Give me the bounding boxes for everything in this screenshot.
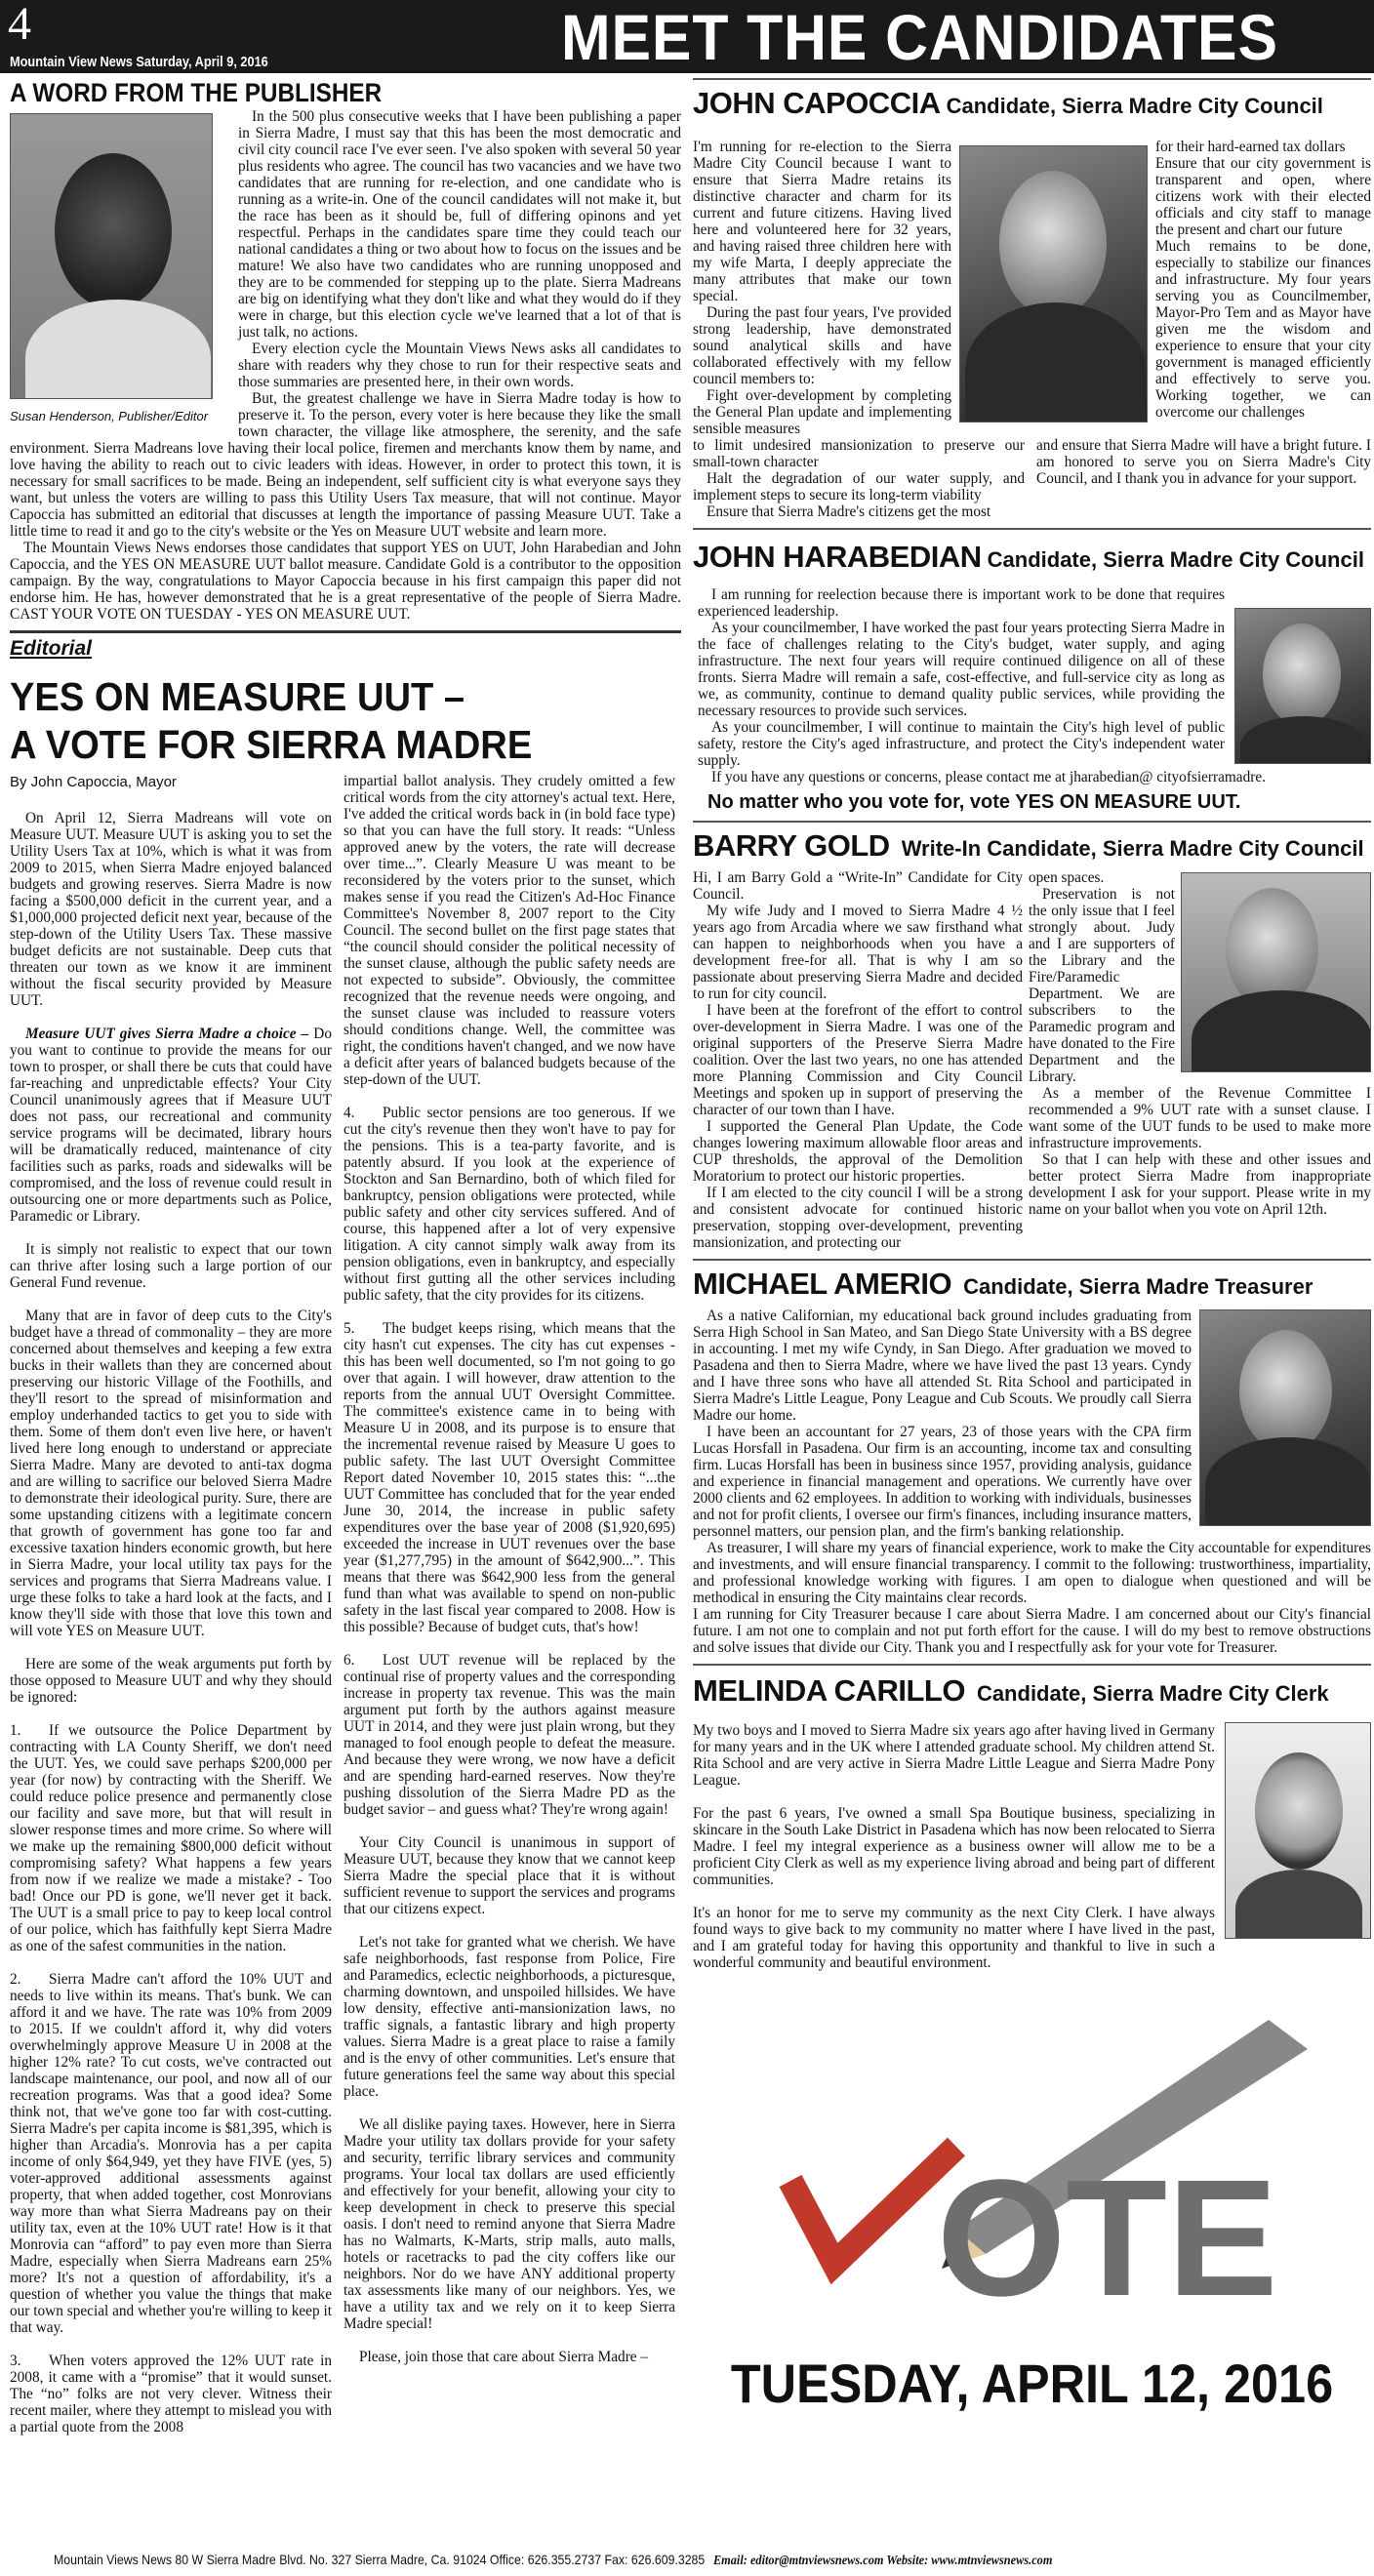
gold-photo (1181, 872, 1371, 1072)
candidate-heading-gold (693, 828, 1371, 867)
paragraph-text: If I am elected to the city council I will be a strong and consistent advocate for continued historic preservation, stopping over-development, preventing mansionization, and protecting our (693, 1185, 1023, 1251)
paragraph-text: Halt the degradation of our water supply, and implement steps to secure its long-term viability (693, 470, 1025, 503)
measure-uut-slogan: No matter who you vote for, vote YES ON MEASURE UUT. (707, 791, 1241, 813)
editorial-column-1-wrap (10, 773, 332, 2435)
right-column (693, 78, 1371, 2537)
paragraph-text: On April 12, Sierra Madreans will vote on Measure UUT. Measure UUT is asking you to set the Utility Users Tax at 10%, which is what it was from 2009 to 2015, when Sierra Madre enjoyed balanced budgets and growing reserves. Sierra Madre is now facing a $500,000 deficit in the current year, and a $1,000,000 projected deficit next year, because of the step-down of the Utility Users Tax. These massive budget deficits are not sustainable. Deep cuts that threaten our town as we know it are imminent without the fiscal security provided by Measure UUT. (10, 810, 332, 1009)
check-mark-icon (790, 2147, 956, 2264)
left-column (10, 77, 681, 2537)
paragraph (693, 869, 1023, 903)
list-number: 1. (10, 1722, 21, 1739)
paragraph-text: The budget keeps rising, which means that the city hasn't cut expenses. The city has cut expenses - this has been well documented, so I'm not going to go over that again. I will however, draw attention to the reports from the annual UUT Oversight Committee. The committee's existence came in to being with Measure U in 2008, and its purpose is to ensure that the incremental revenue raised by Measure U goes to public safety. The last UUT Oversight Committee Report dated November 10, 2015 states this: “...the UUT Committee has concluded that for the year ended June 30, 2014, the increase in public safety expenditures over the base year of 2008 ($1,920,695) exceeded the increase in UUT revenues over the base year ($1,277,795) in the amount of $642,900...”. This means that there was $642,900 less from the general fund than what was available to spend on non-public safety in the last fiscal year compared to 2008. How is this possible? Because of budget cuts, that's how! (344, 1320, 675, 1635)
paragraph (693, 304, 951, 387)
paragraph-text: Preservation is not the only issue that I feel strongly about. Judy and I are supporters of the Library and the Fire/Paramedic Department. We are subscribers to the Paramedic program and have donated to the Fire Department and the Library. (1029, 886, 1175, 1085)
paragraph-text: My wife Judy and I moved to Sierra Madre 4 ½ years ago from Arcadia where we saw firsthand what can happen to neighborhoods when you have a development free-for all. That is why I am so passionate about preserving Sierra Madre and decided to run for city council. (693, 903, 1023, 1002)
footer (54, 2551, 1204, 2569)
paragraph-text: impartial ballot analysis. They crudely omitted a few critical words from the city attorney's actual text. Here, I've added the critical words back in (in bold face type) so that you can have the full story. It reads: “Unless approved anew by the voters, the rate will decrease over time...”. Clearly Measure U was meant to be reconsidered by the voters prior to the sunset, which makes sense if you read the Citizen's Ad-Hoc Finance Committee's November 8, 2007 report to the City Council. The second bullet on the first page states that “the council should consider the political necessity of the sunset clause, although the public safety needs are not expected to subside”. Obviously, the committee recognized that the revenue needs were ongoing, and the sunset clause was included to reassure voters should conditions change. Well, the committee was right, the conditions haven't changed, and we now have a deficit after years of balanced budgets because of the step-down of the UUT. (344, 773, 675, 1088)
paragraph-text: My two boys and I moved to Sierra Madre six years ago after having lived in Germany for many years and in the UK where I attended graduate school. My children attend St. Rita School and are very active in Sierra Madre Little League and Sierra Madre Pony League. (693, 1722, 1215, 1789)
candidate-name: MICHAEL AMERIO (693, 1267, 952, 1301)
harabedian-body (693, 586, 1371, 785)
gold-body (693, 869, 1371, 1251)
carillo-body (693, 1722, 1371, 1971)
paragraph (1029, 1085, 1371, 1151)
divider (10, 630, 681, 633)
publisher-title: A WORD FROM THE PUBLISHER (10, 78, 383, 107)
publisher-section (10, 77, 681, 623)
capoccia-text-left (693, 139, 951, 437)
vote-graphic (722, 2010, 1347, 2313)
paragraph (1029, 1151, 1371, 1218)
divider (693, 1664, 1371, 1666)
paragraph-text: I am running for City Treasurer because I care about Sierra Madre. I am concerned about our City's financial future. I am not one to complain and not put forth effort for the cause. I will do my best to remove obstructions and solve issues that divide our City. Thank you and I respectfully ask for your vote for Treasurer. (693, 1606, 1371, 1656)
paragraph (1155, 155, 1371, 238)
divider (693, 78, 1371, 80)
editorial-column-1 (10, 810, 332, 2435)
paragraph (693, 1540, 1371, 1606)
editorial-label: Editorial (10, 637, 93, 660)
paragraph (344, 2116, 675, 2332)
publisher-photo-caption: Susan Henderson, Publisher/Editor (10, 409, 209, 423)
paragraph-text: I have been an accountant for 27 years, 23 of those years with the CPA firm Lucas Horsfall in Pasadena. Our firm is an accounting, income tax and consulting firm. Lucas Horsfall has been in business since 1957, providing analysis, guidance and experience in financial management and operations. We currently have over 2000 clients and 62 employees. In addition to working with individuals, businesses and not for profit clients, I oversee our firm's finances, including insurance matters, personnel matters, our pension plan, and the firm's banking relationship. (693, 1424, 1192, 1540)
paragraph: But, the greatest challenge we have in Sierra Madre today is how to preserve it. To the person, every voter is here because they like the small town character, the village like atmosphere, the serenity, and the safe environment. Sierra Madreans love having their local police, firemen and merchants know them by name, and love having the ability to reach out to civic leaders with ideas. However, in order to protect this town, it is necessary for small sacrifices to be made. Being an independent, self sufficient city is what everyone says they want, but unless the voters are willing to pass this Utility Users Tax measure, that will not continue. Mayor Capoccia has submitted an editorial that discusses at length the importance of passing Measure UUT. Take a little time to read it and go to the city's website or the Yes on Measure UUT website and learn more. (10, 390, 681, 540)
candidate-role: Candidate, Sierra Madre Treasurer (963, 1274, 1313, 1299)
paragraph (10, 1971, 332, 2336)
paragraph: In the 500 plus consecutive weeks that I have been publishing a paper in Sierra Madre, I must say that this has been the most democratic and civil city council race I've ever seen. I've also spoken with several 50 year plus residents who agree. The council has two vacancies and we have two candidates that are running for re-election, and one candidate who is running as a write-in. One of the council candidates will not make it, but the race has been as it should be, full of differing opinons and yet respectful. Perhaps in the candidates spare time they could teach our national candidates a thing or two about how to focus on the issues and be mature! We also have two candidates who are running unopposed and they are to be commended for stepping up to the plate. Sierra Madreans are big on identifying what they don't like and what they would do if they were in charge, but this election cycle we've learned that a lot of that is just talk, no actions. (238, 108, 681, 341)
paragraph-text: Hi, I am Barry Gold a “Write-In” Candidate for City Council. (693, 869, 1023, 903)
paragraph-text: It is simply not realistic to expect that our town can thrive after losing such a large portion of our General Fund revenue. (10, 1241, 332, 1291)
paragraph-text: Do you want to continue to provide the means for our town to prosper, or shall there be cuts that could have far-reaching and unpredictable effects? Your City Council unanimously agrees that if Measure UUT does not pass, our recreational and community service programs will be decimated, library hours will be dramatically reduced, maintenance of city facilities such as parks, roads and sidewalks will be compromised, and the loss of revenue could result in outsourcing one or more departments such as Police, Paramedic or Library. (10, 1026, 332, 1225)
paragraph-text: and ensure that Sierra Madre will have a bright future. I am honored to serve you on Sierra Madre's City Council, and I thank you in advance for your support. (1036, 437, 1371, 487)
paragraph-text: Much remains to be done, especially to stabilize our finances and infrastructure. My four years serving you as Councilmember, Mayor-Pro Tem and as Mayor have given me the wisdom and experience to ensure that your city government is managed efficiently and effectively to serve you. Working together, we can overcome our challenges (1155, 238, 1371, 421)
list-number: 2. (10, 1971, 21, 1988)
list-number: 3. (10, 2353, 21, 2369)
publisher-photo (10, 113, 213, 399)
paragraph-text: Please, join those that care about Sierra Madre – (359, 2349, 649, 2365)
paragraph: Every election cycle the Mountain Views News asks all candidates to share with readers why they chose to run for their respective seats and those summaries are presented here, in their own words. (238, 341, 681, 390)
paragraph (10, 1722, 332, 1954)
list-number: 4. (344, 1105, 355, 1121)
candidate-role: Candidate, Sierra Madre City Clerk (976, 1681, 1329, 1706)
headline-line-1: YES ON MEASURE UUT – (10, 674, 465, 719)
candidate-name: BARRY GOLD (693, 828, 890, 863)
paragraph (10, 810, 332, 1009)
paragraph-text: Ensure that our city government is transparent and open, where citizens work with their elected officials and city staff to manage the present and chart our future (1155, 155, 1371, 238)
paragraph-text: During the past four years, I've provided strong leadership, have demonstrated sound analytical skills and have collaborated effectively with my fellow council members to: (693, 304, 951, 387)
paragraph (693, 503, 1025, 520)
capoccia-bottom (693, 437, 1371, 520)
paragraph (344, 2349, 675, 2365)
paragraph-text: As your councilmember, I have worked the past four years protecting Sierra Madre in the face of challenges relating to the City's budget, water supply, and aging infrastructure. The next four years will require continued diligence on all of these fronts. Sierra Madre will remain a safe, cost-effective, and full-service city as long as we, as community, continue to demand quality public services, while providing the necessary resources to provide such services. (698, 620, 1225, 719)
footer-contact: Email: editor@mtnviewsnews.com Website: www.mtnviewsnews.com (712, 2554, 1053, 2568)
capoccia-top (693, 139, 1371, 437)
paragraph (693, 1002, 1023, 1118)
candidate-role: Candidate, Sierra Madre City Council (946, 94, 1323, 118)
paragraph (693, 139, 951, 304)
divider (693, 1259, 1371, 1261)
headline-line-2: A VOTE FOR SIERRA MADRE (10, 722, 533, 767)
paragraph-text: I am running for reelection because there is important work to be done that requires experienced leadership. (698, 586, 1225, 620)
masthead (0, 0, 1374, 73)
candidate-name: JOHN CAPOCCIA (693, 86, 941, 120)
paragraph (693, 437, 1025, 470)
list-number: 6. (344, 1652, 355, 1669)
paragraph (10, 1656, 332, 1706)
carillo-photo (1225, 1722, 1371, 1939)
candidate-heading-amerio (693, 1267, 1371, 1306)
paragraph-text: As your councilmember, I will continue to maintain the City's high level of public safety, restore the City's aged infrastructure, and protect the City's independent water supply. (698, 719, 1225, 769)
paragraph (344, 1652, 675, 1818)
candidate-heading-harabedian (693, 540, 1371, 579)
paragraph-text: Ensure that Sierra Madre's citizens get the most (707, 503, 991, 520)
paragraph-text: As a native Californian, my educational back ground includes graduating from Serra High School in San Mateo, and San Diego State University with a BS degree in accounting. I met my wife Cyndy, in San Diego. After graduation we moved to Pasadena and then to Sierra Madre, where we have lived the past 13 years. Cyndy and I have three sons who have all attended St. Rita School and participated in Sierra Madre's Little League, Pony League and Cub Scouts. We proudly call Sierra Madre our home. (693, 1308, 1192, 1424)
paragraph (698, 769, 1371, 785)
paragraph-text: Here are some of the weak arguments put forth by those opposed to Measure UUT and why they should be ignored: (10, 1656, 332, 1706)
paragraph-text: As a member of the Revenue Committee I recommended a 9% UUT rate with a sunset clause. I want some of the UUT funds to be used to make more infrastructure improvements. (1029, 1085, 1371, 1151)
paragraph (10, 1241, 332, 1291)
lead-in: Measure UUT gives Sierra Madre a choice – (25, 1026, 314, 1042)
capoccia-text-bottom-right (1036, 437, 1371, 520)
election-date: TUESDAY, APRIL 12, 2016 (730, 2353, 1334, 2414)
editorial-columns (10, 773, 681, 2435)
paragraph (10, 2353, 332, 2435)
paragraph-text: Your City Council is unanimous in support of Measure UUT, because they know that we cannot keep Sierra Madre the special place that it is without sufficient revenue to support the services and programs that our citizens expect. (344, 1834, 675, 1917)
publisher-photo-box (10, 113, 226, 435)
paragraph (344, 1105, 675, 1304)
paragraph-text: Fight over-development by completing the General Plan update and implementing sensible measures (693, 387, 951, 437)
gold-text-left (693, 869, 1023, 1251)
paragraph (693, 1185, 1023, 1251)
paragraph (693, 1118, 1023, 1185)
paragraph-text: Many that are in favor of deep cuts to the City's budget have a thread of commonality – they are more concerned about themselves and keeping a few extra bucks in their wallets than they are concerned about preserving our historic Village of the Foothills, and they'll resort to the spread of misinformation and employ underhanded tactics to get you to side with them. Some of them don't even live here, or haven't lived here long enough to understand or appreciate Sierra Madre. Many are devoted to anti-tax dogma and are willing to sacrifice our beloved Sierra Madre to demonstrate their ideological purity. Sure, there are some upstanding citizens with a legitimate concern that growth of government has gone too far and excessive taxation hinders economic growth, but here in Sierra Madre, your local utility tax pays for the services and programs that Sierra Madreans value. I urge these folks to take a hard look at the facts, and I know they'll side with those that love this town and will vote YES on Measure UUT. (10, 1308, 332, 1639)
list-number: 5. (344, 1320, 355, 1337)
paragraph-text: If we outsource the Police Department by contracting with LA County Sheriff, we don't need the UUT. Yes, we could save perhaps $200,000 per year (for now) by contracting with the Sheriff. We could reduce police presence and permanently close our facility and save more, but that will result in slower response times and more crime. So where will we make up the remaining $800,000 deficit without compromising safety? What happens a few years from now if we realize we made a mistake? - Too bad! Once our PD is gone, we'll never get it back. The UUT is a small price to pay to keep local control of our police, which has faithfully kept Sierra Madre as one of the safest communities in the nation. (10, 1722, 332, 1954)
section-banner: MEET THE CANDIDATES (561, 1, 1278, 73)
paragraph (344, 773, 675, 1088)
candidate-heading-capoccia (693, 86, 1371, 125)
paragraph-text: So that I can help with these and other issues and better protect Sierra Madre from inappropriate development I ask for your support. Please write in my name on your ballot when you vote on April 12th. (1029, 1151, 1371, 1218)
paragraph-text: Let's not take for granted what we cherish. We have safe neighborhoods, fast response from Police, Fire and Paramedics, eclectic neighborhoods, a picturesque, charming downtown, and unspoiled hillsides. We have low density, effective anti-mansionization laws, no traffic signals, a fantastic library and high property values. Sierra Madre is a great place to raise a family and is the envy of other communities. Let's ensure that future generations feel the same way about this special place. (344, 1934, 675, 2100)
paragraph (1036, 437, 1371, 487)
paragraph-text: Lost UUT revenue will be replaced by the continual rise of property values and the corresponding increase in property tax revenue. This was the main argument put forth by the authors against measure UUT in 2014, and they were just plain wrong, but they managed to fool enough people to defeat the measure. And because they were wrong, we now have a deficit and are spending hard-earned reserves. Now they're pushing dissolution of the Sierra Madre PD as the budget savior – and guess what? They're wrong again! (344, 1652, 675, 1818)
paragraph (693, 387, 951, 437)
paragraph-text: When voters approved the 12% UUT rate in 2008, it came with a “promise” that it would sunset. The “no” folks are not very clever. Witness their recent mailer, where they attempt to mislead you with a partial quote from the 2008 (10, 2353, 332, 2435)
paragraph (1155, 139, 1371, 155)
paragraph-text: I'm running for re-election to the Sierra Madre City Council because I want to ensure that Sierra Madre retains its distinctive character and charm for its current and future citizens. Having lived here and volunteered here for 32 years, and having raised three children here with my wife Marta, I deeply appreciate the many attributes that make our town special. (693, 139, 951, 304)
dateline: Mountain View News Saturday, April 9, 2016 (10, 54, 268, 70)
paragraph-text: We all dislike paying taxes. However, here in Sierra Madre your utility tax dollars provide for your safety and security, terrific library services and community programs. Your local tax dollars are used efficiently and effectively for your benefit, allowing your city to keep development in check to preserve this special oasis. I don't need to remind anyone that Sierra Madre has no Walmarts, K-Marts, strip malls, auto malls, hotels or racetracks to pad the city coffers like our neighbors. Nor do we have ANY additional property tax assessments like many of our neighbors. Yes, we have a utility tax and we rely on it to keep Sierra Madre special! (344, 2116, 675, 2332)
harabedian-photo (1234, 608, 1371, 764)
paragraph-text: Sierra Madre can't afford the 10% UUT and needs to live within its means. That's bunk. We can afford it and we have. The rate was 10% from 2009 to 2015. If we couldn't afford it, why did voters overwhelmingly approve Measure U in 2008 at the higher 12% rate? To cut costs, we've contracted out landscape maintenance, our pool, and now all of our recreation programs. Was that a good idea? Some think not, that we've gone too far with cost-cutting. Sierra Madre's per capita income is $81,395, which is higher than Arcadia's. Monrovia has a per capita income of only $64,949, yet they have FIVE (yes, 5) voter-approved additional assessments against property, that when added together, cost Monrovians way more than what Sierra Madreans pay on their utility tax, even at the 10% UUT rate! How is it that Monrovia can “afford” to pay even more than Sierra Madre, especially when Sierra Madreans earn 25% more? It's not a question of affordability, it's a question of whether you value the things that make our town special and whether you're willing to keep it that way. (10, 1971, 332, 2336)
paragraph-text: If you have any questions or concerns, please contact me at jharabedian@ cityofsierramadre. (711, 769, 1266, 785)
footer-info: Mountain Views News 80 W Sierra Madre Blvd. No. 327 Sierra Madre, Ca. 91024 Office: 626.355.2737 Fax: 626.609.3285 (54, 2552, 706, 2567)
paragraph-text: open spaces. (1029, 869, 1105, 886)
paragraph (344, 1320, 675, 1635)
amerio-photo (1199, 1309, 1371, 1526)
paragraph-text: for their hard-earned tax dollars (1155, 139, 1346, 155)
divider (693, 528, 1371, 530)
paragraph-text: For the past 6 years, I've owned a small Spa Boutique business, specializing in skincare in the South Lake District in Pasadena which has now been relocated to Sierra Madre. I feel my integral experience as a business owner will allow me to be a proficient City Clerk as well as my experience living abroad and being part of different communities. (693, 1805, 1215, 1888)
paragraph-text: It's an honor for me to serve my community as the next City Clerk. I have always found ways to give back to my community no matter where I have lived in the past, and I am grateful today for having this opportunity and thankful to live in such a wonderful community and beautiful environment. (693, 1905, 1215, 1971)
capoccia-photo (959, 145, 1148, 423)
candidate-heading-carillo (693, 1673, 1371, 1712)
paragraph-text: I supported the General Plan Update, the Code changes lowering maximum allowable floor areas and CUP thresholds, the approval of the Demolition Moratorium to protect our historic properties. (693, 1118, 1023, 1185)
paragraph-text: I have been at the forefront of the effort to control over-development in Sierra Madre. I was one of the original supporters of the Preserve Sierra Madre coalition. Over the last two years, no one has attended more Planning Commission and City Council Meetings and spoken up in support of preserving the character of our town than I have. (693, 1002, 1023, 1118)
paragraph (344, 1834, 675, 1917)
paragraph (693, 470, 1025, 503)
byline: By John Capoccia, Mayor (10, 774, 177, 790)
paragraph-text: to limit undesired mansionization to preserve our small-town character (693, 437, 1025, 470)
editorial-column-2 (344, 773, 675, 2435)
candidate-name: JOHN HARABEDIAN (693, 540, 982, 574)
candidate-role: Write-In Candidate, Sierra Madre City Council (901, 836, 1364, 861)
paragraph (10, 1308, 332, 1639)
divider (693, 821, 1371, 823)
gold-text-right (1029, 869, 1371, 1251)
vote-word: OTE (937, 2146, 1278, 2313)
amerio-body (693, 1308, 1371, 1656)
paragraph (693, 1606, 1371, 1656)
paragraph (693, 903, 1023, 1002)
paragraph-text: Public sector pensions are too generous. If we cut the city's revenue then they won't have to pay for the pensions. This is a tea-party favorite, and is patently absurd. If you look at the experience of Stockton and San Bernardino, both of which filed for bankruptcy, pension obligations were protected, while public safety and other city services suffered. And of course, this happened after a lot of very expensive litigation. A city cannot simply walk away from its pension obligations, even in bankruptcy, and especially without first gutting all the other services including public safety, that the city provides for its citizens. (344, 1105, 675, 1304)
capoccia-text-right (1155, 139, 1371, 421)
paragraph-text: As treasurer, I will share my years of financial experience, work to make the City accountable for expenditures and investments, and will ensure financial transparency. I commit to the following: trustworthiness, impartiality, and professional knowledge working with figures. I am open to dialogue when questioned and will be methodical in ensuring the City maintains clear records. (693, 1540, 1371, 1606)
paragraph (10, 1026, 332, 1225)
candidate-role: Candidate, Sierra Madre City Council (987, 547, 1364, 572)
candidate-name: MELINDA CARILLO (693, 1673, 965, 1708)
paragraph (1155, 238, 1371, 421)
page-number: 4 (8, 0, 31, 50)
paragraph: The Mountain Views News endorses those candidates that support YES on UUT, John Harabedian and John Capoccia, and the YES ON MEASURE UUT ballot measure. Candidate Gold is a contributor to the opposition campaign. By the way, congratulations to Mayor Capoccia because in his first campaign this paper did not endorse him. He has, however demonstrated that he is a great representative of the people of Sierra Madre. CAST YOUR VOTE ON TUESDAY - YES ON MEASURE UUT. (10, 540, 681, 623)
editorial-headline (10, 673, 634, 769)
paragraph (344, 1934, 675, 2100)
capoccia-text-bottom-left (693, 437, 1025, 520)
